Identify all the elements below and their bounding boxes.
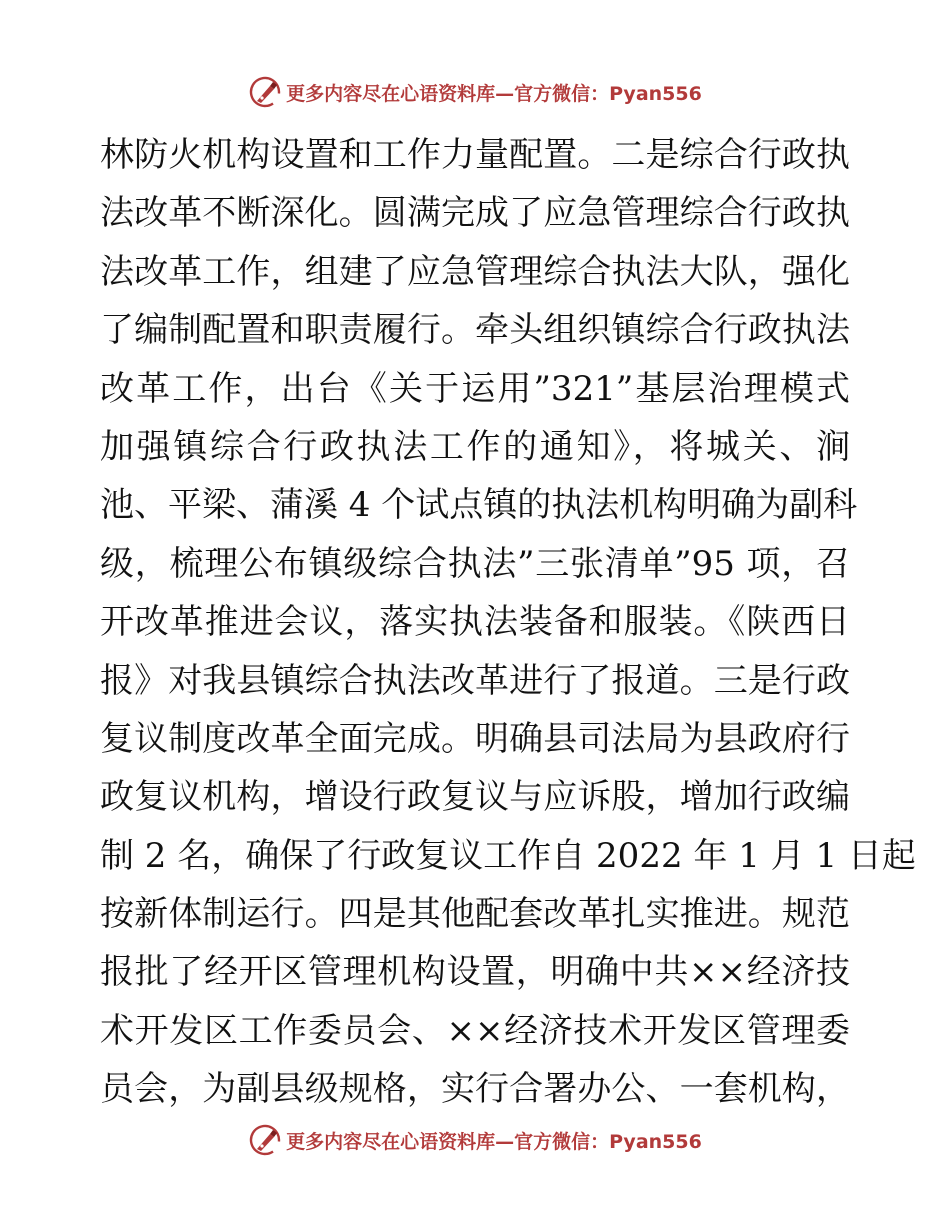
body-line: 报批了经开区管理机构设置，明确中共××经济技 xyxy=(100,952,850,993)
body-line: 开改革推进会议，落实执法装备和服装。《陕西日 xyxy=(100,602,850,643)
watermark-text: 更多内容尽在心语资料库—官方微信：Pyan556 xyxy=(286,82,702,105)
body-line: 报》对我县镇综合执法改革进行了报道。三是行政 xyxy=(100,660,850,701)
body-line: 改革工作，出台《关于运用”321”基层治理模式 xyxy=(100,368,850,409)
body-line: 制 2 名，确保了行政复议工作自 2022 年 1 月 1 日起 xyxy=(100,835,916,876)
body-line: 加强镇综合行政执法工作的通知》，将城关、涧 xyxy=(100,426,850,467)
body-line: 林防火机构设置和工作力量配置。二是综合行政执 xyxy=(100,135,850,175)
body-line: 政复议机构，增设行政复议与应诉股，增加行政编 xyxy=(100,777,850,818)
body-text xyxy=(100,126,916,1119)
body-line: 了编制配置和职责履行。牵头组织镇综合行政执法 xyxy=(100,310,850,351)
body-line: 法改革工作，组建了应急管理综合执法大队，强化 xyxy=(100,251,850,292)
footer-watermark xyxy=(0,1120,950,1160)
body-line: 级，梳理公布镇级综合执法”三张清单”95 项，召 xyxy=(100,543,850,584)
body-line: 池、平梁、蒲溪 4 个试点镇的执法机构明确为副科 xyxy=(100,485,858,526)
body-line: 术开发区工作委员会、××经济技术开发区管理委 xyxy=(100,1010,850,1051)
pen-nib-logo-icon xyxy=(248,75,282,109)
watermark-text: 更多内容尽在心语资料库—官方微信：Pyan556 xyxy=(286,1130,702,1153)
body-line: 按新体制运行。四是其他配套改革扎实推进。规范 xyxy=(100,894,850,935)
pen-nib-logo-icon xyxy=(248,1123,282,1157)
body-line: 复议制度改革全面完成。明确县司法局为县政府行 xyxy=(100,718,850,759)
body-line: 法改革不断深化。圆满完成了应急管理综合行政执 xyxy=(100,193,850,234)
body-line: 员会，为副县级规格，实行合署办公、一套机构， xyxy=(100,1069,850,1110)
header-watermark xyxy=(0,72,950,112)
